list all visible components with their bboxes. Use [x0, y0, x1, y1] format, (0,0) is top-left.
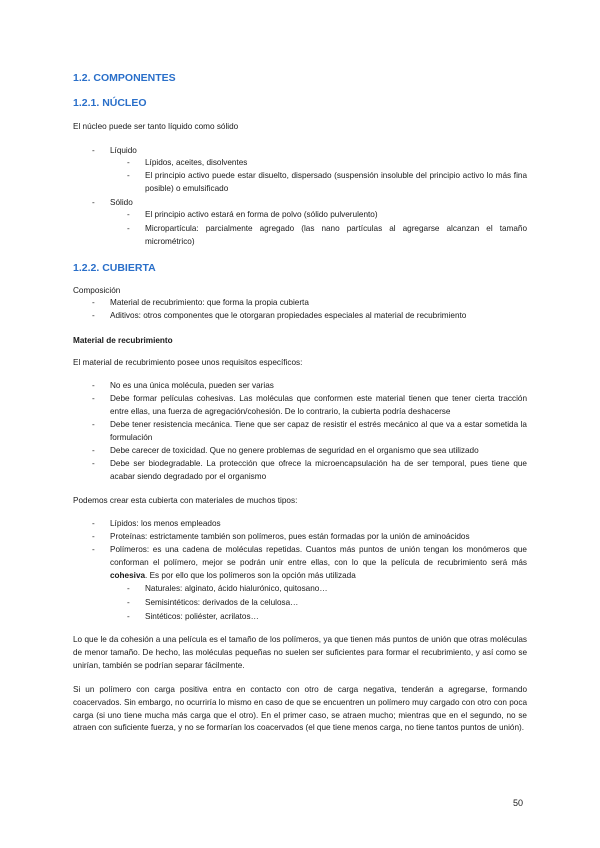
nucleo-solido: Sólido	[110, 198, 133, 207]
list-item: El principio activo estará en forma de polvo (sólido pulverulento)	[145, 210, 378, 219]
list-item: Debe formar películas cohesivas. Las moléculas que conformen este material tienen que tener cierta tracción entre ellas, una fuerza de agregación/cohesión. De lo contrario, la cubierta podría deshacerse	[110, 394, 527, 416]
list-item: Aditivos: otros componentes que le otorgaran propiedades especiales al material de recubrimiento	[110, 311, 467, 320]
bullet-dash: -	[92, 420, 95, 429]
bullet-dash: -	[127, 158, 130, 167]
polimeros-bold: cohesiva	[110, 570, 146, 580]
polimeros-text-end: . Es por ello que los polímeros son la opción más utilizada	[145, 570, 356, 580]
list-item: Lípidos, aceites, disolventes	[145, 158, 248, 167]
heading-cubierta: 1.2.2. CUBIERTA	[73, 262, 156, 274]
list-item-polimeros	[110, 544, 527, 582]
list-item: Micropartícula: parcialmente agregado (las nano partículas al agregarse alcanzan el tamaño micrométrico)	[145, 224, 527, 246]
bullet-dash: -	[127, 224, 130, 233]
list-item: Proteínas: estrictamente también son polímeros, pues están formadas por la unión de aminoácidos	[110, 532, 470, 541]
tipos-intro: Podemos crear esta cubierta con materiales de muchos tipos:	[73, 496, 298, 505]
bullet-dash: -	[92, 298, 95, 307]
list-item: Semisintéticos: derivados de la celulosa…	[145, 598, 299, 607]
bullet-dash: -	[127, 171, 130, 180]
bullet-dash: -	[92, 198, 95, 207]
list-item: Naturales: alginato, ácido hialurónico, quitosano…	[145, 584, 328, 593]
bullet-dash: -	[127, 598, 130, 607]
list-item: No es una única molécula, pueden ser varias	[110, 381, 274, 390]
heading-componentes: 1.2. COMPONENTES	[73, 72, 176, 84]
paragraph-carga: Si un polímero con carga positiva entra en contacto con otro de carga negativa, tenderán a agregarse, formando coacervados. Sin embargo, no ocurriría lo mismo en caso de que se encuentren un polímero muy cargado con otro con poca carga (si uno tiene mucha más carga que el otro). En el primer caso, se atraen mucho; mientras que en el segundo, no se atraen con suficiente fuerza, y no se formarían los coacervados (el que tiene menos carga, no tiene tantos puntos de unión).	[73, 685, 527, 733]
material-intro: El material de recubrimiento posee unos requisitos específicos:	[73, 358, 303, 367]
list-item: Sintéticos: poliéster, acrilatos…	[145, 612, 259, 621]
bullet-dash: -	[92, 519, 95, 528]
nucleo-intro: El núcleo puede ser tanto líquido como sólido	[73, 122, 239, 131]
bullet-dash: -	[92, 311, 95, 320]
bullet-dash: -	[92, 459, 95, 468]
bullet-dash: -	[127, 584, 130, 593]
heading-nucleo: 1.2.1. NÚCLEO	[73, 97, 147, 109]
nucleo-liquido: Líquido	[110, 146, 137, 155]
polimeros-text: Polímeros: es una cadena de moléculas repetidas. Cuantos más puntos de unión tengan los monómeros que conforman el polímero, mejor se podrán unir entre ellas, con lo que la película de recubrimiento será más	[110, 545, 527, 567]
bullet-dash: -	[92, 545, 95, 554]
composicion-label: Composición	[73, 286, 121, 295]
bullet-dash: -	[127, 210, 130, 219]
bullet-dash: -	[127, 612, 130, 621]
bullet-dash: -	[92, 146, 95, 155]
bullet-dash: -	[92, 532, 95, 541]
list-item: Debe carecer de toxicidad. Que no genere problemas de seguridad en el organismo que sea utilizado	[110, 446, 479, 455]
list-item: Material de recubrimiento: que forma la propia cubierta	[110, 298, 309, 307]
paragraph-cohesion: Lo que le da cohesión a una película es el tamaño de los polímeros, ya que tienen más puntos de unión que otras moléculas de menor tamaño. De hecho, las moléculas pequeñas no suelen ser suficientes para formar el recubrimiento, y así como se unirían, también se podrían separar fácilmente.	[73, 635, 527, 670]
list-item: Debe ser biodegradable. La protección que ofrece la microencapsulación ha de ser temporal, pues tiene que acabar siendo degradado por el organismo	[110, 459, 527, 481]
bullet-dash: -	[92, 394, 95, 403]
bullet-dash: -	[92, 381, 95, 390]
material-heading: Material de recubrimiento	[73, 336, 173, 345]
list-item: Lípidos: los menos empleados	[110, 519, 221, 528]
list-item: El principio activo puede estar disuelto, dispersado (suspensión insoluble del principio activo lo más fina posible) o emulsificado	[145, 171, 527, 193]
list-item: Debe tener resistencia mecánica. Tiene que ser capaz de resistir el estrés mecánico al que va a estar sometida la formulación	[110, 420, 527, 442]
page-number: 50	[513, 798, 524, 808]
bullet-dash: -	[92, 446, 95, 455]
